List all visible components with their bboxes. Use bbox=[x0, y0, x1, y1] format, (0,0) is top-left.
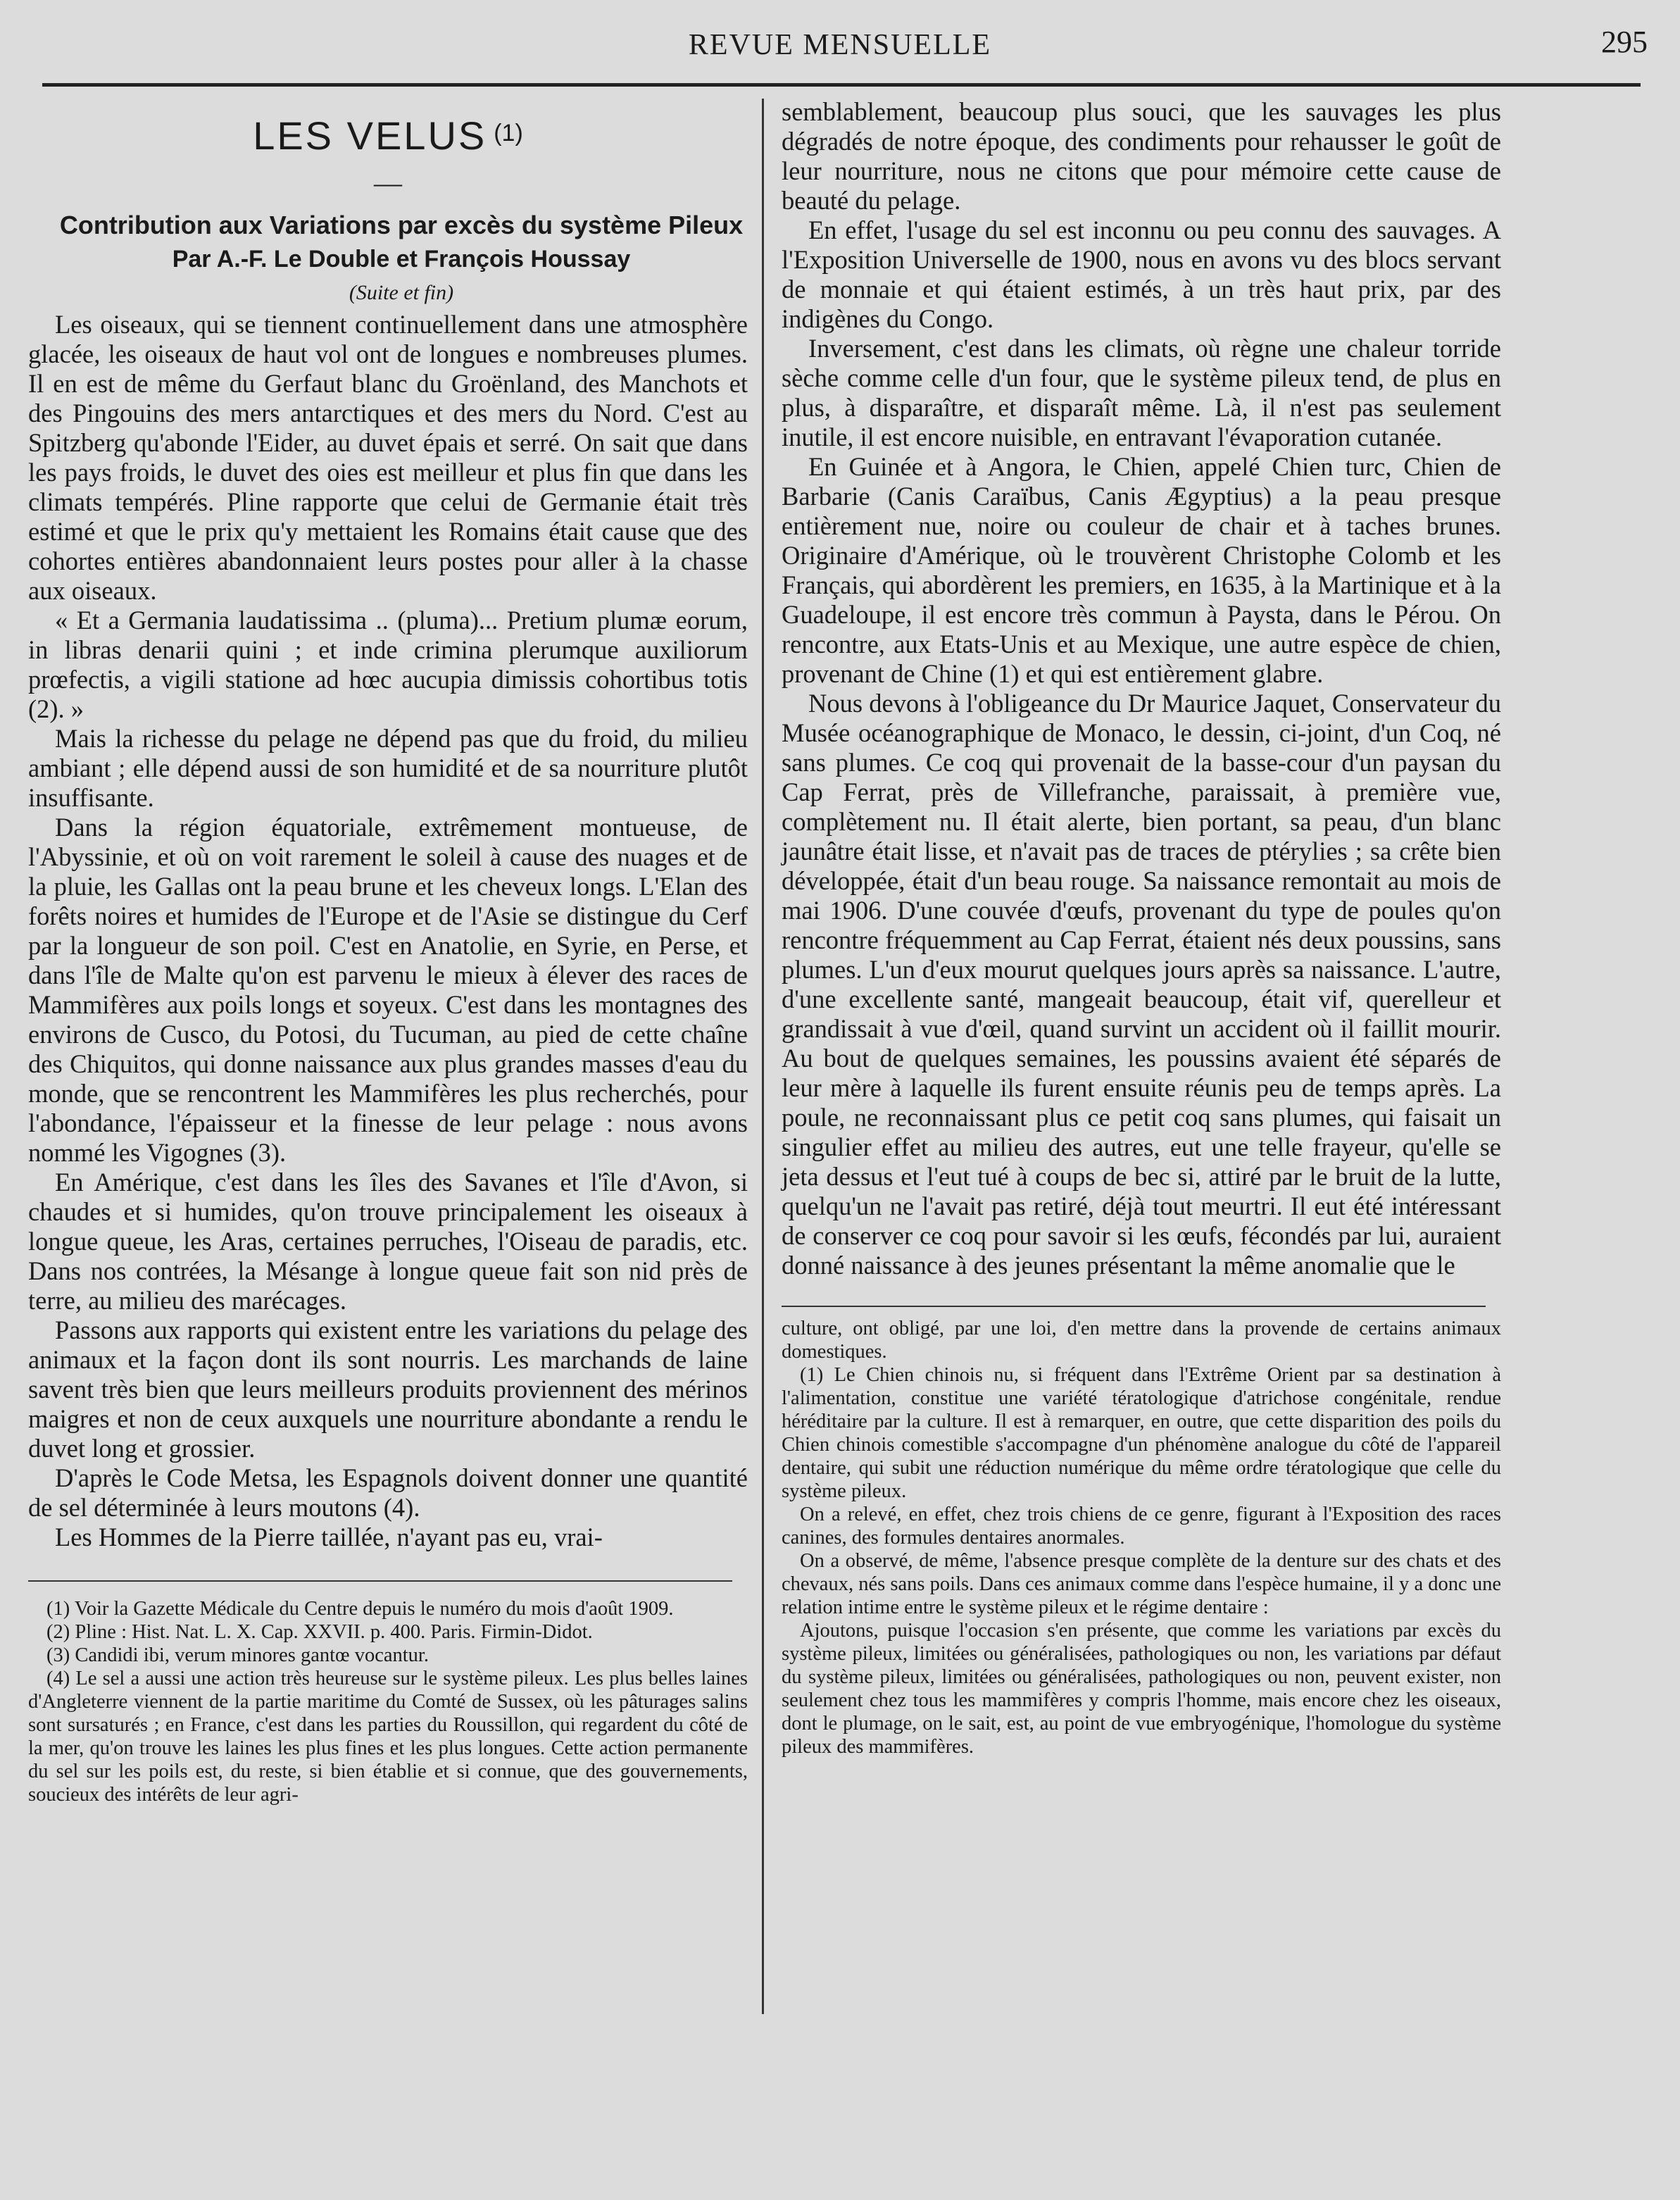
running-head bbox=[28, 25, 1652, 62]
article-suite: (Suite et fin) bbox=[349, 281, 454, 304]
header-rule bbox=[42, 83, 1641, 87]
paragraph: « Et a Germania laudatissima .. (pluma)... Pretium plumæ eorum, in libras denarii quini ; et inde crimina plerumque auxiliorum prœfectis, a vigili statione ad hœc aucupia dimissis cohortibus totis (2). » bbox=[28, 606, 748, 723]
paragraph: En Guinée et à Angora, le Chien, appelé Chien turc, Chien de Barbarie (Canis Caraïbus, Canis Ægyptius) a la peau presque entièrement nue, noire ou couleur de chair et à taches brunes. Originaire d'Amérique, où le trouvèrent Christophe Colomb et les Français, qui abordèrent les premiers, en 1635, à la Martinique et à la Guadeloupe, il est encore très commun à Paysta, dans le Pérou. On rencontre, aux Etats-Unis et au Mexique, une autre espèce de chien, provenant de Chine (1) et qui est entièrement glabre. bbox=[782, 452, 1501, 688]
article-title-note: (1) bbox=[494, 120, 523, 146]
footnote: (2) Pline : Hist. Nat. L. X. Cap. XXVII. p. 400. Paris. Firmin-Didot. bbox=[46, 1621, 593, 1643]
footnote: Ajoutons, puisque l'occasion s'en présente, que comme les variations par excès du système pileux, limitées ou généralisées, pathologiques ou non, les variations par défaut du système pileux, limitées ou généralisées, pathologiques ou non, peuvent exister, non seulement chez tous les mammifères y compris l'homme, mais encore chez les oiseaux, dont le plumage, on le sait, est, au point de vue embryogénique, l'homologue du système pileux des mammifères. bbox=[782, 1620, 1501, 1758]
footnote: On a observé, de même, l'absence presque complète de la denture sur des chats et des chevaux, nés sans poils. Dans ces animaux comme dans l'espèce humaine, il y a donc une relation intime entre le système pileux et le régime dentaire : bbox=[782, 1550, 1501, 1618]
article-subtitle: Contribution aux Variations par excès du système Pileux bbox=[59, 211, 744, 239]
footnote: (4) Le sel a aussi une action très heureuse sur le système pileux. Les plus belles laines d'Angleterre viennent de la partie maritime du Comté de Sussex, où les pâturages salins sont sursaturés ; en France, c'est dans les parties du Roussillon, qui regardent du côté de la mer, qu'on trouve les laines les plus fines et les plus longues. Cette action permanente du sel sur les poils est, du reste, si bien établie et si connue, que des gouvernements, soucieux des intérêts de leur agri- bbox=[28, 1668, 748, 1806]
right-column bbox=[782, 97, 1501, 1758]
footnote: culture, ont obligé, par une loi, d'en mettre dans la provende de certains animaux domestiques. bbox=[782, 1318, 1501, 1363]
paragraph: En effet, l'usage du sel est inconnu ou peu connu des sauvages. A l'Exposition Universelle de 1900, nous en avons vu des blocs servant de monnaie et qui étaient estimés, à un très haut prix, par des indigènes du Congo. bbox=[782, 215, 1501, 333]
footnotes-right bbox=[782, 1317, 1501, 1758]
footnote-rule bbox=[28, 1580, 732, 1582]
paragraph: En Amérique, c'est dans les îles des Savanes et l'île d'Avon, si chaudes et si humides, qu'on trouve principalement les oiseaux à longue queue, les Aras, certaines perruches, l'Oiseau de paradis, etc. Dans nos contrées, la Mésange à longue queue fait son nid près de terre, au milieu des marécages. bbox=[28, 1168, 748, 1315]
paragraph: Passons aux rapports qui existent entre les variations du pelage des animaux et la façon dont ils sont nourris. Les marchands de laine savent très bien que leurs meilleurs produits proviennent des mérinos maigres et non de ceux auxquels une nourriture abondante a rendu le duvet long et grossier. bbox=[28, 1315, 748, 1463]
footnote-rule bbox=[782, 1306, 1486, 1307]
paragraph: Inversement, c'est dans les climats, où règne une chaleur torride sèche comme celle d'un four, que le système pileux tend, de plus en plus, à disparaître, et disparaît même. Là, il n'est pas seulement inutile, il est encore nuisible, en entravant l'évaporation cutanée. bbox=[782, 334, 1501, 451]
footnote: (1) Le Chien chinois nu, si fréquent dans l'Extrême Orient par sa destination à l'alimentation, constitue une variété tératologique d'atrichose congénitale, rendue héréditaire par la culture. Il est à remarquer, en outre, que cette disparition des poils du Chien chinois comestible s'accompagne d'un phénomène analogue du côté de l'appareil dentaire, qui subit une réduction numérique du même ordre tératologique que celle du système pileux. bbox=[782, 1364, 1501, 1502]
paragraph: Mais la richesse du pelage ne dépend pas que du froid, du milieu ambiant ; elle dépend aussi de son humidité et de sa nourriture plutôt insuffisante. bbox=[28, 724, 748, 812]
footnote: On a relevé, en effet, chez trois chiens de ce genre, figurant à l'Exposition des races canines, des formules dentaires anormales. bbox=[782, 1504, 1501, 1549]
footnotes-left bbox=[28, 1597, 748, 1806]
footnote: (3) Candidi ibi, verum minores gantœ vocantur. bbox=[46, 1644, 429, 1666]
running-title: REVUE MENSUELLE bbox=[688, 29, 992, 61]
column-divider bbox=[762, 99, 764, 2014]
article-byline: Par A.-F. Le Double et François Houssay bbox=[172, 246, 631, 273]
article-title bbox=[28, 108, 748, 161]
paragraph: Nous devons à l'obligeance du Dr Maurice Jaquet, Conservateur du Musée océanographique de Monaco, le dessin, ci-joint, d'un Coq, né sans plumes. Ce coq qui provenait de la basse-cour d'un paysan du Cap Ferrat, près de Villefranche, paraissait, à première vue, complètement nu. Il était alerte, bien portant, sa peau, d'un blanc jaunâtre était lisse, et n'avait pas de traces de ptérylies ; sa crête bien développée, était d'un beau rouge. Sa naissance remontait au mois de mai 1906. D'une couvée d'œufs, provenant du type de poules qu'on rencontre fréquemment au Cap Ferrat, étaient nés deux poussins, sans plumes. L'un d'eux mourut quelques jours après sa naissance. L'autre, d'une excellente santé, mangeait beaucoup, était vif, querelleur et grandissait à vue d'œil, quand survint un accident où il faillit mourir. Au bout de quelques semaines, les poussins avaient été séparés de leur mère à laquelle ils furent ensuite réunis peu de temps après. La poule, ne reconnaissant plus ce petit coq sans plumes, qui faisait un singulier effet au milieu des autres, eut une telle frayeur, qu'elle se jeta dessus et l'eut tué à coups de bec si, attiré par le bruit de la lutte, quelqu'un ne l'avait pas retiré, déjà tout meurtri. Il eut été intéressant de conserver ce coq pour savoir si les œufs, fécondés par lui, auraient donné naissance à des jeunes présentant la même anomalie que le bbox=[782, 689, 1501, 1280]
paragraph: semblablement, beaucoup plus souci, que les sauvages les plus dégradés de notre époque, des condiments pour rehausser le goût de leur nourriture, nous ne citons que pour mémoire cette cause de beauté du pelage. bbox=[782, 97, 1501, 215]
paragraph: Les oiseaux, qui se tiennent continuellement dans une atmosphère glacée, les oiseaux de haut vol ont de longues e nombreuses plumes. Il en est de même du Gerfaut blanc du Groënland, des Manchots et des Pingouins des mers antarctiques et des mers du Nord. C'est au Spitzberg qu'abonde l'Eider, au duvet épais et serré. On sait que dans les pays froids, le duvet des oies est meilleur et plus fin que dans les climats tempérés. Pline rapporte que celui de Germanie était très estimé et que le prix qu'y mettaient les Romains était cause que des cohortes entières abandonnaient leurs postes pour aller à la chasse aux oiseaux. bbox=[28, 310, 748, 605]
left-column bbox=[28, 97, 748, 1806]
paragraph: Les Hommes de la Pierre taillée, n'ayant pas eu, vrai- bbox=[55, 1523, 603, 1551]
page-number: 295 bbox=[1601, 25, 1648, 59]
article-title-text: LES VELUS bbox=[253, 113, 487, 158]
footnote: (1) Voir la Gazette Médicale du Centre depuis le numéro du mois d'août 1909. bbox=[46, 1598, 674, 1620]
title-dash: — bbox=[374, 167, 402, 199]
paragraph: D'après le Code Metsa, les Espagnols doivent donner une quantité de sel déterminée à leurs moutons (4). bbox=[28, 1463, 748, 1522]
paragraph: Dans la région équatoriale, extrêmement montueuse, de l'Abyssinie, et où on voit rarement le soleil à cause des nuages et de la pluie, les Gallas ont la peau brune et les cheveux longs. L'Elan des forêts noires et humides de l'Europe et de l'Asie se distingue du Cerf par la longueur de son poil. C'est en Anatolie, en Syrie, en Perse, et dans l'île de Malte qu'on est parvenu le mieux à élever des races de Mammifères aux poils longs et soyeux. C'est dans les montagnes des environs de Cusco, du Potosi, du Tucuman, au pied de cette chaîne des Chiquitos, qui donne naissance aux plus grandes masses d'eau du monde, que se rencontrent les Mammifères les plus recherchés, pour l'abondance, l'épaisseur et la finesse de leur pelage : nous avons nommé les Vigognes (3). bbox=[28, 813, 748, 1167]
